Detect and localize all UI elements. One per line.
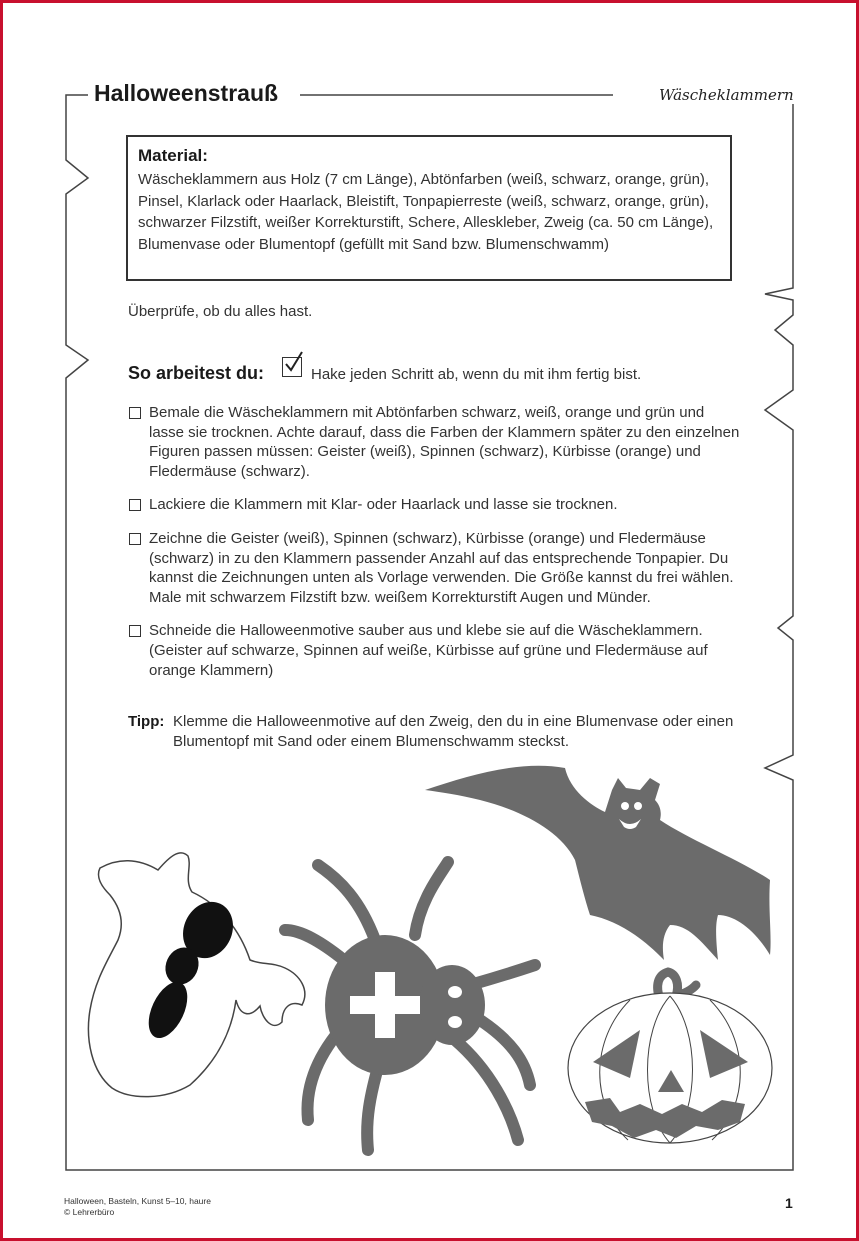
category-label: Wäscheklammern <box>656 86 797 104</box>
step-text: Zeichne die Geister (weiß), Spinnen (schwarz), Kürbisse (orange) und Fledermäuse (schwarz) in zu den Klammern passender Anzahl auf das entsprechende Tonpapier. Du kannst die Zeichnungen unten als Vorlage verwenden. Die Größe kannst du frei wählen. Male mit schwarzem Filzstift bzw. weißem Korrekturstift Augen und Münder. <box>149 529 734 606</box>
footer <box>64 1196 211 1217</box>
step-text: Lackiere die Klammern mit Klar- oder Haarlack und lasse sie trocknen. <box>149 496 618 514</box>
pumpkin-icon <box>568 972 772 1143</box>
footer-source: Halloween, Basteln, Kunst 5–10, haure <box>64 1196 211 1206</box>
material-heading: Material: <box>138 146 208 165</box>
step-text: Schneide die Halloweenmotive sauber aus und klebe sie auf die Wäscheklammern. (Geister auf schwarze, Spinnen auf weiße, Kürbisse auf grüne und Fledermäuse auf orange Klammern) <box>149 622 708 679</box>
spider-icon <box>285 862 535 1150</box>
instructions-hint: Hake jeden Schritt ab, wenn du mit ihm fertig bist. <box>311 366 642 383</box>
page-title: Halloweenstrauß <box>94 80 279 106</box>
material-text: Wäscheklammern aus Holz (7 cm Länge), Abtönfarben (weiß, schwarz, orange, grün), Pinsel, Klarlack oder Haarlack, Bleistift, Tonpapierreste (weiß, schwarz, orange, grün), schwarzer Filzstift, weißer Korrekturstift, Schere, Alleskleber, Zweig (ca. 50 cm Länge), Blumenvase oder Blumentopf (gefüllt mit Sand bzw. Blumenschwamm) <box>138 171 714 253</box>
check-line: Überprüfe, ob du alles hast. <box>128 303 313 320</box>
step-text: Bemale die Wäscheklammern mit Abtönfarben schwarz, weiß, orange und grün und lasse sie trocknen. Achte darauf, dass die Farben der Klammern später zu den einzelnen Figuren passen müssen: Geister (weiß), Spinnen (schwarz), Kürbisse (orange) und Fledermäuse (schwarz). <box>149 404 740 480</box>
page-number: 1 <box>785 1195 793 1211</box>
ghost-icon <box>88 853 304 1097</box>
footer-copyright: © Lehrerbüro <box>64 1206 115 1217</box>
tip-label: Tipp: <box>128 713 165 730</box>
instructions-heading: So arbeitest du: <box>128 363 265 383</box>
bat-icon <box>425 766 771 960</box>
tip-text: Klemme die Halloweenmotive auf den Zweig, den du in eine Blumenvase oder einen Blumentopf mit Sand oder einem Blumenschwamm steckst. <box>173 713 734 750</box>
